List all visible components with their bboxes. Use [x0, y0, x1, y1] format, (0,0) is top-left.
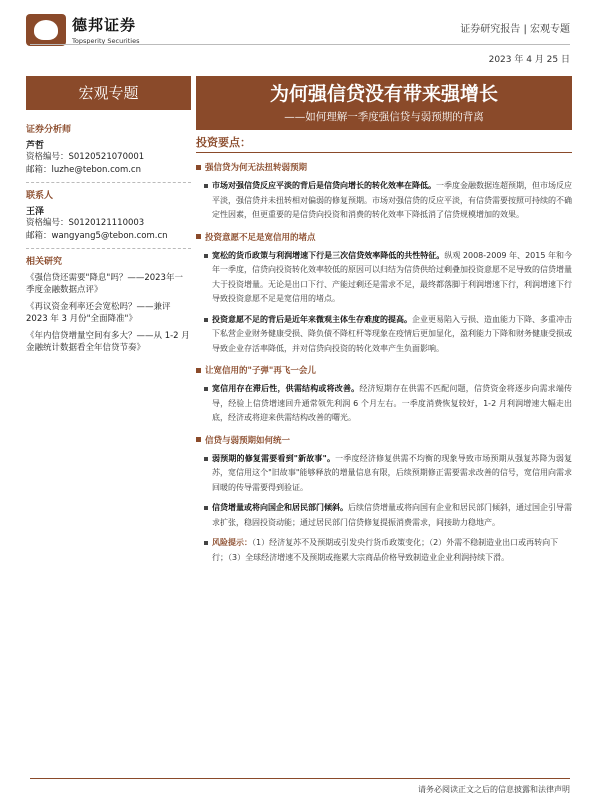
logo-mark-icon	[26, 14, 66, 46]
key-point-paragraph: 信贷增量或将向国企和居民部门倾斜。后续信贷增量或将向国有企业和居民部门倾斜，通过国企引导需求扩张，稳固投资动能；通过居民部门信贷修复提振消费需求，间接助力稳地产。	[204, 501, 572, 530]
bullet-icon	[204, 457, 208, 461]
side-category-title: 宏观专题	[26, 76, 191, 110]
contact-email[interactable]: 邮箱：wangyang5@tebon.com.cn	[26, 231, 168, 241]
related-report[interactable]: 《年内信贷增量空间有多大？——从 1-2 月金融统计数据看全年信贷节奏》	[26, 331, 190, 353]
related-report[interactable]: 《再议资金利率还会宽松吗？——兼评 2023 年 3 月份"全面降准"》	[26, 302, 171, 324]
key-point-paragraph: 弱预期的修复需要看到"新故事"。一季度经济修复供需不均衡的现象导致市场预期从强复苏降为弱复苏，宽信用这个"旧故事"能够释放的增量信息有限，后续预期修正需要需求改善的信号，宽信用向需求回暖的传导需要得到验证。	[204, 452, 572, 496]
footer-disclaimer: 请务必阅读正文之后的信息披露和法律声明	[418, 785, 570, 794]
sidebar-divider	[26, 182, 191, 183]
header-divider	[30, 44, 570, 45]
footer-divider	[30, 778, 570, 779]
contact-heading: 联系人	[26, 191, 54, 201]
square-bullet-icon	[196, 368, 201, 373]
logo-name-en: Topsperity Securities	[72, 37, 140, 45]
contact-cert: 资格编号：S0120121110003	[26, 218, 145, 228]
report-title: 为何强信贷没有带来强增长	[269, 83, 498, 105]
section-heading: 强信贷为何无法扭转弱预期	[196, 161, 572, 173]
analyst-cert: 资格编号：S0120521070001	[26, 152, 145, 162]
section-heading: 投资意愿不足是宽信用的堵点	[196, 231, 572, 243]
bullet-icon	[204, 541, 208, 545]
key-point-paragraph: 市场对强信贷反应平淡的背后是信贷向增长的转化效率在降低。一季度金融数据连超预期，但市场反应平淡，强信贷并未扭转相对偏弱的修复预期。市场对强信贷的反应平淡，有信贷需要按照可持续的不确定性因素，但更重要的是信贷向投资和消费的转化效率下降抵消了信贷规模增加的效果。	[204, 179, 572, 223]
report-title-banner	[196, 76, 572, 130]
key-points-heading: 投资要点：	[196, 134, 572, 153]
contact-name: 王泽	[26, 207, 45, 217]
square-bullet-icon	[196, 234, 201, 239]
key-points-content	[196, 134, 572, 565]
bullet-icon	[204, 387, 208, 391]
related-report[interactable]: 《强信贷还需要"降息"吗？——2023年一季度金融数据点评》	[26, 273, 183, 295]
risk-warning: 风险提示：（1）经济复苏不及预期或引发央行货币政策变化；（2）外需不稳制造业出口或再转向下行；（3）全球经济增速不及预期或拖累大宗商品价格导致制造业企业利润持续下滑。	[204, 536, 572, 565]
bullet-icon	[204, 506, 208, 510]
bullet-icon	[204, 318, 208, 322]
key-point-paragraph: 投资意愿不足的背后是近年来微观主体生存难度的提高。企业更易陷入亏损、造血能力下降、多重冲击下私营企业财务健康受损、降负债不降杠杆等现象在疫情后更加显化，盈利能力下降和财务健康受损或导致企业存活率降低，并对信贷向投资的转化效率产生负面影响。	[204, 313, 572, 357]
related-heading: 相关研究	[26, 257, 63, 267]
square-bullet-icon	[196, 437, 201, 442]
analyst-email[interactable]: 邮箱：luzhe@tebon.com.cn	[26, 165, 141, 175]
sidebar	[26, 118, 191, 354]
analyst-name: 芦哲	[26, 141, 45, 151]
report-header	[0, 0, 600, 70]
logo-name-cn: 德邦证券	[72, 16, 137, 34]
section-heading: 信贷与弱预期如何统一	[196, 434, 572, 446]
report-type: 证券研究报告 | 宏观专题	[460, 24, 570, 35]
square-bullet-icon	[196, 165, 201, 170]
company-logo	[26, 14, 139, 46]
key-point-paragraph: 宽松的货币政策与利润增速下行是三次信贷效率降低的共性特征。纵观 2008-2009 年、2015 年和今年一季度，信贷向投资转化效率较低的原因可以归结为信贷供给过剩叠加投资意愿不足导致的信贷增量大于投资增量。无论是出口下行、产能过剩还是需求不足，最终都落脚于利润增速下行，利润增速下行导致投资意愿不足是宽信用的堵点。	[204, 249, 572, 307]
analyst-heading: 证券分析师	[26, 125, 72, 135]
report-subtitle: ——如何理解一季度强信贷与弱预期的背离	[284, 111, 484, 123]
bullet-icon	[204, 254, 208, 258]
key-point-paragraph: 宽信用存在滞后性，供需结构或将改善。经济短期存在供需不匹配问题，信贷资金将逐步向需求端传导，经验上信贷增速回升通常领先利润 6 个月左右。一季度消费恢复较好，1-2 月利润增速大幅走出底，经济或将迎来供需结构改善的曙光。	[204, 382, 572, 426]
bullet-icon	[204, 184, 208, 188]
sidebar-divider	[26, 248, 191, 249]
report-date: 2023 年 4 月 25 日	[488, 55, 570, 65]
section-heading: 让宽信用的"子弹"再飞一会儿	[196, 364, 572, 376]
